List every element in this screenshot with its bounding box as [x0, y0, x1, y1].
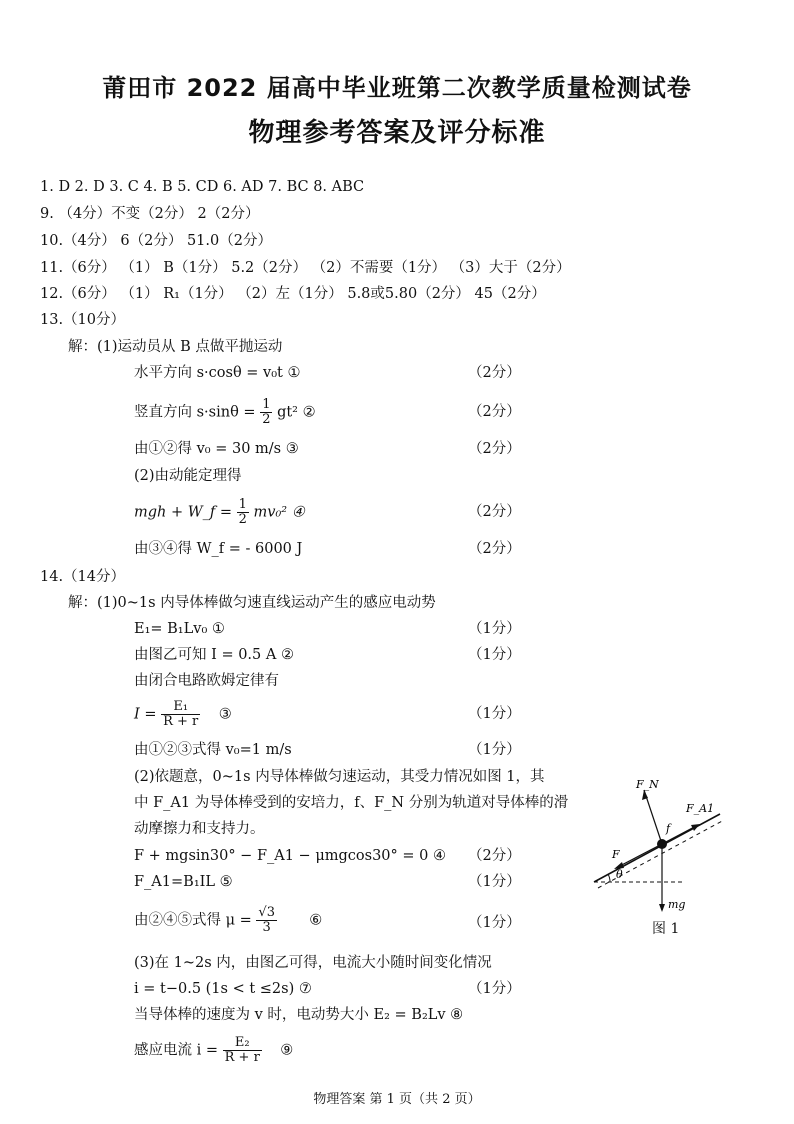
label-mg: mg: [668, 898, 686, 911]
eq-text: I =: [134, 706, 157, 723]
score: （2分）: [468, 541, 521, 557]
q14-mu-eq: [134, 906, 322, 935]
q14-head: 14.（14分）: [40, 569, 126, 585]
score: （1分）: [468, 915, 521, 931]
fraction: [256, 906, 277, 935]
score: （2分）: [468, 404, 521, 420]
score: （1分）: [468, 742, 521, 758]
label-theta: θ: [616, 868, 623, 881]
fraction-den: R + r: [163, 714, 199, 729]
fraction-den: 3: [262, 920, 271, 935]
q14-force-eq: F + mgsin30° − F_A1 − μmgcos30° = 0 ④: [134, 848, 446, 864]
fraction-num: 1: [262, 397, 271, 412]
q10-answer: 10.（4分） 6（2分） 51.0（2分）: [40, 233, 272, 249]
score: （1分）: [468, 874, 521, 890]
q12-answer: 12.（6分） （1） R₁（1分） （2）左（1分） 5.8或5.80（2分） 45（2分）: [40, 286, 546, 302]
q13-result1: 由①②得 v₀ = 30 m/s ③: [134, 441, 299, 457]
q13-horizontal-eq: 水平方向 s·cosθ = v₀t ①: [134, 365, 301, 381]
q14-part3: (3)在 1~2s 内，由图乙可得，电流大小随时间变化情况: [134, 955, 492, 971]
eq-text: gt² ②: [277, 404, 316, 421]
q14-current-eq: [134, 700, 232, 729]
q14-fa1-eq: F_A1=B₁IL ⑤: [134, 874, 233, 890]
eq-text: ⑨: [280, 1042, 294, 1059]
label-f-small: f: [666, 822, 671, 835]
q14-e1: E₁= B₁Lv₀ ①: [134, 621, 225, 637]
q14-e2: 当导体棒的速度为 v 时，电动势大小 E₂ = B₂Lv ⑧: [134, 1007, 464, 1023]
score: （2分）: [468, 365, 521, 381]
q11-answer: 11.（6分） （1） B（1分） 5.2（2分） （2）不需要（1分） （3）大于（2分）: [40, 260, 571, 276]
fa1-arrowhead: [691, 824, 700, 831]
eq-text: mv₀² ④: [253, 504, 305, 521]
q14-part2-line1: (2)依题意，0~1s 内导体棒做匀速运动，其受力情况如图 1，其: [134, 769, 545, 785]
q14-induced-current: [134, 1036, 293, 1065]
q14-part2-line3: 动摩擦力和支持力。: [134, 821, 265, 837]
fraction-num: √3: [258, 905, 275, 920]
fraction-den: 2: [238, 512, 247, 527]
q13-part1: 解：(1)运动员从 B 点做平抛运动: [68, 339, 283, 355]
q14-i-t: i = t−0.5 (1s < t ≤2s) ⑦: [134, 981, 312, 997]
mg-arrowhead: [659, 904, 665, 912]
q13-vertical-eq: [134, 398, 316, 427]
fraction-den: R + r: [224, 1050, 260, 1065]
score: （1分）: [468, 647, 521, 663]
eq-text: mgh + W_f =: [134, 504, 233, 521]
f-arrow: [616, 844, 662, 868]
label-fa1: F_A1: [686, 802, 715, 815]
q13-energy-eq: [134, 498, 305, 527]
eq-text: 竖直方向 s·sinθ =: [134, 404, 256, 421]
mc-answers: 1. D 2. D 3. C 4. B 5. CD 6. AD 7. BC 8. ABC: [40, 179, 365, 195]
label-fn: F_N: [636, 778, 659, 791]
fraction: [237, 498, 249, 527]
q9-answer: 9. （4分）不变（2分） 2（2分）: [40, 206, 260, 222]
label-f: F: [612, 848, 620, 861]
score: （1分）: [468, 706, 521, 722]
document-title: 莆田市 2022 届高中毕业班第二次教学质量检测试卷: [102, 74, 692, 102]
q14-part1: 解：(1)0~1s 内导体棒做匀速直线运动产生的感应电动势: [68, 595, 436, 611]
score: （2分）: [468, 848, 521, 864]
eq-text: ③: [218, 706, 232, 723]
score: （1分）: [468, 621, 521, 637]
fraction-num: E₁: [161, 700, 200, 715]
eq-text: 由②④⑤式得 μ =: [134, 912, 252, 929]
fraction: [260, 398, 272, 427]
fraction: [223, 1036, 262, 1065]
fraction-num: 1: [238, 497, 247, 512]
force-diagram: [588, 770, 728, 920]
fraction-num: E₂: [223, 1036, 262, 1051]
figure-caption: 图 1: [652, 921, 680, 937]
fraction-den: 2: [262, 412, 271, 427]
q14-current: 由图乙可知 I = 0.5 A ②: [134, 647, 294, 663]
page-footer: 物理答案 第 1 页（共 2 页）: [313, 1092, 481, 1107]
fraction: [161, 700, 200, 729]
score: （1分）: [468, 981, 521, 997]
score: （2分）: [468, 504, 521, 520]
document-subtitle: 物理参考答案及评分标准: [248, 118, 546, 148]
eq-text: 感应电流 i =: [134, 1042, 219, 1059]
q14-part2-line2: 中 F_A1 为导体棒受到的安培力，f、F_N 分别为轨道对导体棒的滑: [134, 795, 569, 811]
q13-part2: (2)由动能定理得: [134, 468, 242, 484]
q13-result2: 由③④得 W_f = - 6000 J: [134, 541, 303, 557]
score: （2分）: [468, 441, 521, 457]
q14-ohm-law: 由闭合电路欧姆定律有: [134, 673, 279, 689]
theta-arc: [608, 874, 610, 882]
eq-text: ⑥: [309, 912, 323, 929]
q13-head: 13.（10分）: [40, 312, 126, 328]
q14-v0: 由①②③式得 v₀=1 m/s: [134, 742, 292, 758]
